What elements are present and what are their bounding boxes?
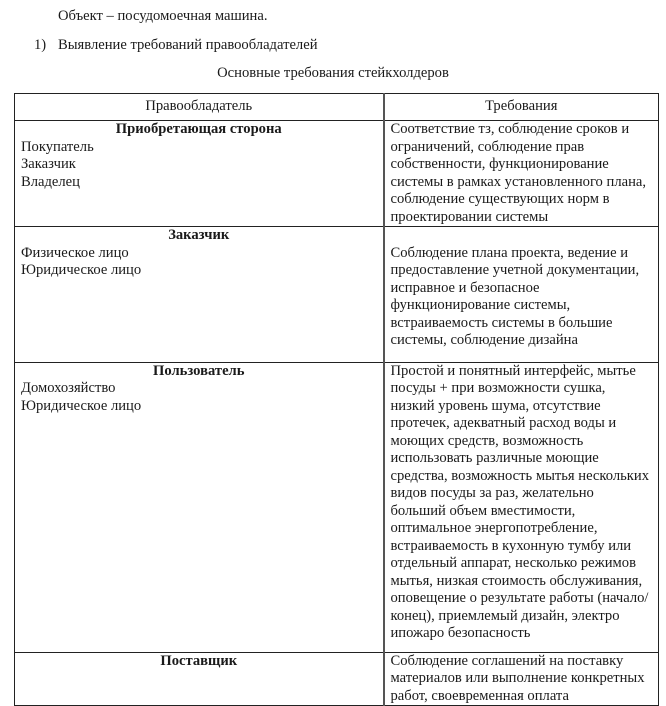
requirements-text: Соблюдение соглашений на поставку материалов или выполнение конкретных работ, своевременная оплата	[390, 652, 645, 704]
stakeholder-cell	[15, 121, 384, 227]
group-title: Приобретающая сторона	[115, 121, 282, 137]
section-heading	[34, 36, 318, 54]
stakeholder-cell	[15, 227, 384, 363]
requirements-cell	[384, 362, 659, 652]
member-item: Физическое лицо	[21, 244, 129, 261]
section-number: 1)	[34, 37, 47, 53]
requirements-text: Простой и понятный интерфейс, мытье посуды + при возможности сушка, низкий уровень шума, отсутствие протечек, адекватный расход воды и моющих средств, возможность использовать различные моющие средства, возможность мытья нескольких видов посуды за раз, желательно больший объем вместимости, оптимальное энергопотребление, встраиваемость в кухонную тумбу или отдельный аппарат, несколько режимов мытья, низкая стоимость обслуживания, оповещение о результате работы (начало/конец), приемлемый дизайн, электро ипожаро безопасность	[390, 362, 649, 641]
object-statement: Объект – посудомоечная машина.	[58, 8, 268, 24]
section-title: Выявление требований правообладателей	[58, 37, 318, 53]
table-caption: Основные требования стейкхолдеров	[217, 65, 449, 81]
group-title: Поставщик	[160, 652, 238, 669]
member-item: Домохозяйство	[21, 380, 116, 396]
header-stakeholder: Правообладатель	[15, 94, 384, 121]
header-requirements: Требования	[384, 94, 659, 121]
group-title: Заказчик	[168, 227, 230, 243]
member-item: Покупатель	[21, 138, 94, 155]
table-row	[15, 362, 659, 652]
requirements-text: Соблюдение плана проекта, ведение и предоставление учетной документации, исправное и безопасное функционирование системы, встраиваемость системы в большие системы, соблюдение дизайна	[390, 244, 640, 348]
stakeholder-cell	[15, 652, 384, 706]
requirements-text: Соответствие тз, соблюдение сроков и ограничений, соблюдение прав собственности, функционирование системы в рамках установленного плана, соблюдение существующих норм в проектировании системы	[390, 121, 647, 225]
requirements-cell	[384, 652, 659, 706]
group-title: Пользователь	[153, 362, 245, 379]
member-item: Юридическое лицо	[21, 397, 142, 414]
stakeholder-cell	[15, 362, 384, 652]
table-row	[15, 227, 659, 363]
table-row	[15, 121, 659, 227]
member-item: Юридическое лицо	[21, 262, 142, 278]
member-item: Заказчик	[21, 156, 76, 172]
requirements-cell	[384, 121, 659, 227]
stakeholders-table	[14, 93, 659, 706]
requirements-cell	[384, 227, 659, 363]
table-row	[15, 652, 659, 706]
member-item: Владелец	[21, 173, 80, 190]
table-header-row	[15, 94, 659, 121]
